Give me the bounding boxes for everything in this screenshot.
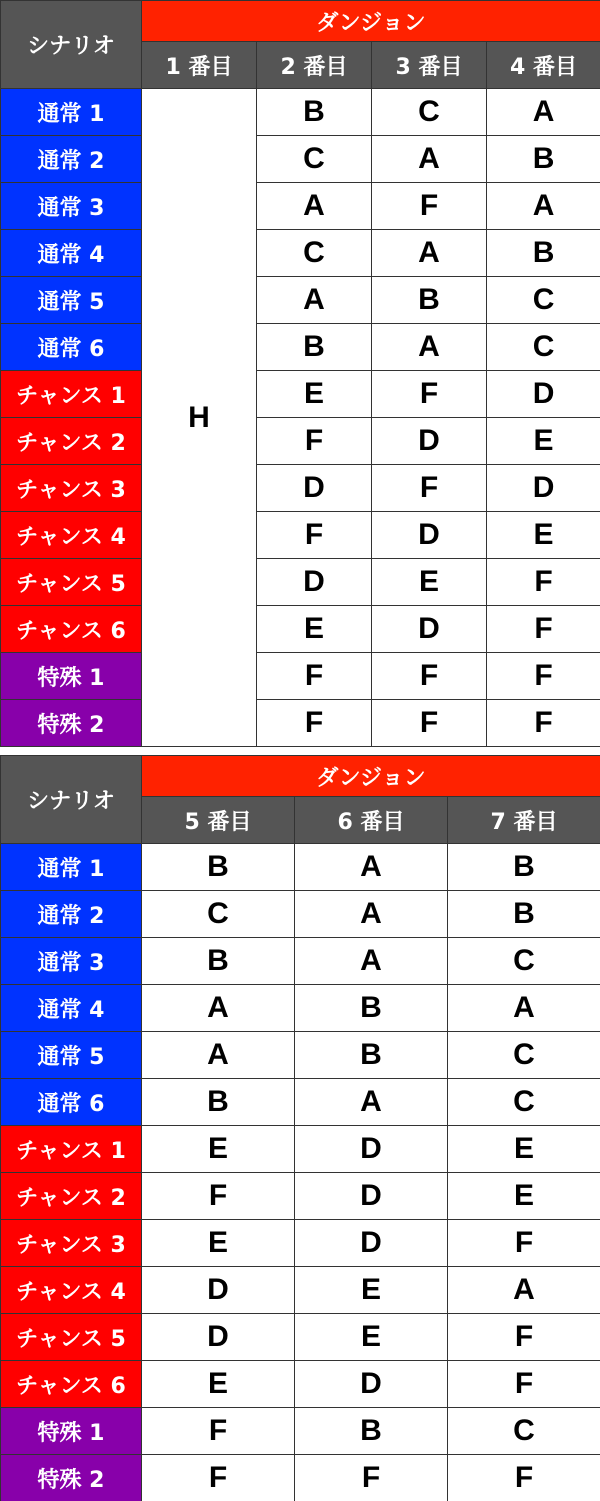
table-row xyxy=(1,559,600,606)
table-row xyxy=(1,938,600,985)
table-row xyxy=(1,1220,600,1267)
scenario-cell: 通常 1 xyxy=(1,89,142,136)
column-header: 6 番目 xyxy=(295,797,448,844)
table-row xyxy=(1,230,600,277)
value-cell: B xyxy=(295,985,448,1032)
value-cell: F xyxy=(142,1455,295,1501)
value-cell: B xyxy=(372,277,487,324)
table-row xyxy=(1,1455,600,1501)
value-cell: D xyxy=(487,465,600,512)
scenario-cell: 通常 1 xyxy=(1,844,142,891)
scenario-cell: 特殊 1 xyxy=(1,653,142,700)
value-cell: D xyxy=(295,1220,448,1267)
value-cell: B xyxy=(142,844,295,891)
value-cell: D xyxy=(142,1267,295,1314)
value-cell: F xyxy=(487,653,600,700)
value-cell: E xyxy=(487,418,600,465)
value-cell: A xyxy=(448,1267,600,1314)
table-row xyxy=(1,418,600,465)
column-header: 3 番目 xyxy=(372,42,487,89)
scenario-cell: 通常 6 xyxy=(1,324,142,371)
value-cell: A xyxy=(295,1079,448,1126)
table-row xyxy=(1,324,600,371)
scenario-header: シナリオ xyxy=(1,756,142,844)
column-header: 4 番目 xyxy=(487,42,600,89)
value-cell: F xyxy=(372,465,487,512)
value-cell: F xyxy=(448,1314,600,1361)
scenario-cell: 通常 6 xyxy=(1,1079,142,1126)
scenario-header: シナリオ xyxy=(1,1,142,89)
value-cell: A xyxy=(372,230,487,277)
table-row xyxy=(1,89,600,136)
value-cell: F xyxy=(257,512,372,559)
scenario-cell: チャンス 1 xyxy=(1,371,142,418)
scenario-cell: チャンス 1 xyxy=(1,1126,142,1173)
table-body xyxy=(1,844,600,1501)
table-row xyxy=(1,1267,600,1314)
value-cell: E xyxy=(142,1361,295,1408)
scenario-cell: チャンス 5 xyxy=(1,559,142,606)
dungeon-header: ダンジョン xyxy=(142,756,600,797)
merged-value-cell: H xyxy=(142,89,257,747)
value-cell: B xyxy=(487,230,600,277)
value-cell: C xyxy=(142,891,295,938)
value-cell: F xyxy=(372,371,487,418)
value-cell: E xyxy=(257,371,372,418)
table-row xyxy=(1,1361,600,1408)
column-header: 5 番目 xyxy=(142,797,295,844)
scenario-cell: チャンス 6 xyxy=(1,1361,142,1408)
column-header: 1 番目 xyxy=(142,42,257,89)
value-cell: C xyxy=(487,324,600,371)
table-body xyxy=(1,89,600,747)
value-cell: D xyxy=(295,1361,448,1408)
value-cell: F xyxy=(257,700,372,747)
value-cell: B xyxy=(448,891,600,938)
scenario-cell: 通常 5 xyxy=(1,277,142,324)
scenario-cell: 通常 5 xyxy=(1,1032,142,1079)
value-cell: F xyxy=(372,653,487,700)
value-cell: F xyxy=(487,606,600,653)
scenario-cell: チャンス 3 xyxy=(1,465,142,512)
scenario-cell: チャンス 3 xyxy=(1,1220,142,1267)
value-cell: F xyxy=(448,1361,600,1408)
scenario-cell: 特殊 2 xyxy=(1,1455,142,1501)
value-cell: F xyxy=(295,1455,448,1501)
table-row xyxy=(1,700,600,747)
value-cell: C xyxy=(257,136,372,183)
table-row xyxy=(1,371,600,418)
value-cell: C xyxy=(257,230,372,277)
scenario-cell: 特殊 1 xyxy=(1,1408,142,1455)
value-cell: D xyxy=(295,1126,448,1173)
value-cell: B xyxy=(142,938,295,985)
value-cell: D xyxy=(487,371,600,418)
value-cell: F xyxy=(142,1173,295,1220)
value-cell: D xyxy=(372,606,487,653)
value-cell: B xyxy=(142,1079,295,1126)
value-cell: B xyxy=(487,136,600,183)
value-cell: A xyxy=(142,985,295,1032)
value-cell: B xyxy=(257,89,372,136)
table-row xyxy=(1,1079,600,1126)
value-cell: E xyxy=(295,1267,448,1314)
table-row xyxy=(1,183,600,230)
table-row xyxy=(1,1314,600,1361)
value-cell: E xyxy=(142,1126,295,1173)
scenario-cell: チャンス 2 xyxy=(1,418,142,465)
value-cell: A xyxy=(448,985,600,1032)
scenario-cell: 通常 2 xyxy=(1,891,142,938)
scenario-dungeon-table-2 xyxy=(0,755,600,1501)
scenario-cell: 通常 4 xyxy=(1,985,142,1032)
scenario-cell: チャンス 4 xyxy=(1,512,142,559)
value-cell: A xyxy=(372,324,487,371)
table-row xyxy=(1,465,600,512)
table-row xyxy=(1,891,600,938)
table-row xyxy=(1,1126,600,1173)
value-cell: B xyxy=(448,844,600,891)
value-cell: F xyxy=(487,700,600,747)
value-cell: F xyxy=(448,1455,600,1501)
value-cell: A xyxy=(372,136,487,183)
value-cell: A xyxy=(487,183,600,230)
value-cell: E xyxy=(448,1173,600,1220)
scenario-cell: 通常 2 xyxy=(1,136,142,183)
value-cell: A xyxy=(142,1032,295,1079)
value-cell: D xyxy=(142,1314,295,1361)
value-cell: D xyxy=(257,465,372,512)
value-cell: E xyxy=(487,512,600,559)
scenario-dungeon-table-1 xyxy=(0,0,600,747)
table-row xyxy=(1,844,600,891)
scenario-cell: 通常 3 xyxy=(1,938,142,985)
value-cell: C xyxy=(448,1408,600,1455)
value-cell: E xyxy=(142,1220,295,1267)
table-row xyxy=(1,606,600,653)
value-cell: A xyxy=(295,938,448,985)
scenario-cell: チャンス 5 xyxy=(1,1314,142,1361)
value-cell: C xyxy=(448,1079,600,1126)
table-row xyxy=(1,512,600,559)
value-cell: A xyxy=(295,844,448,891)
scenario-cell: チャンス 4 xyxy=(1,1267,142,1314)
value-cell: A xyxy=(257,277,372,324)
value-cell: F xyxy=(257,418,372,465)
value-cell: E xyxy=(257,606,372,653)
value-cell: D xyxy=(295,1173,448,1220)
value-cell: A xyxy=(257,183,372,230)
value-cell: F xyxy=(372,183,487,230)
value-cell: A xyxy=(295,891,448,938)
table-row xyxy=(1,1032,600,1079)
scenario-cell: 特殊 2 xyxy=(1,700,142,747)
value-cell: E xyxy=(295,1314,448,1361)
table-row xyxy=(1,136,600,183)
value-cell: E xyxy=(448,1126,600,1173)
table-row xyxy=(1,1173,600,1220)
value-cell: F xyxy=(448,1220,600,1267)
value-cell: E xyxy=(372,559,487,606)
scenario-cell: チャンス 2 xyxy=(1,1173,142,1220)
value-cell: C xyxy=(487,277,600,324)
value-cell: D xyxy=(372,418,487,465)
value-cell: C xyxy=(372,89,487,136)
table-row xyxy=(1,985,600,1032)
scenario-cell: チャンス 6 xyxy=(1,606,142,653)
value-cell: A xyxy=(487,89,600,136)
value-cell: B xyxy=(257,324,372,371)
column-header: 2 番目 xyxy=(257,42,372,89)
value-cell: D xyxy=(257,559,372,606)
value-cell: F xyxy=(257,653,372,700)
scenario-cell: 通常 4 xyxy=(1,230,142,277)
value-cell: F xyxy=(487,559,600,606)
table-row xyxy=(1,653,600,700)
value-cell: B xyxy=(295,1408,448,1455)
table-row xyxy=(1,277,600,324)
value-cell: F xyxy=(372,700,487,747)
dungeon-header: ダンジョン xyxy=(142,1,600,42)
value-cell: F xyxy=(142,1408,295,1455)
value-cell: C xyxy=(448,1032,600,1079)
column-header: 7 番目 xyxy=(448,797,600,844)
value-cell: C xyxy=(448,938,600,985)
scenario-cell: 通常 3 xyxy=(1,183,142,230)
value-cell: D xyxy=(372,512,487,559)
value-cell: B xyxy=(295,1032,448,1079)
table-row xyxy=(1,1408,600,1455)
